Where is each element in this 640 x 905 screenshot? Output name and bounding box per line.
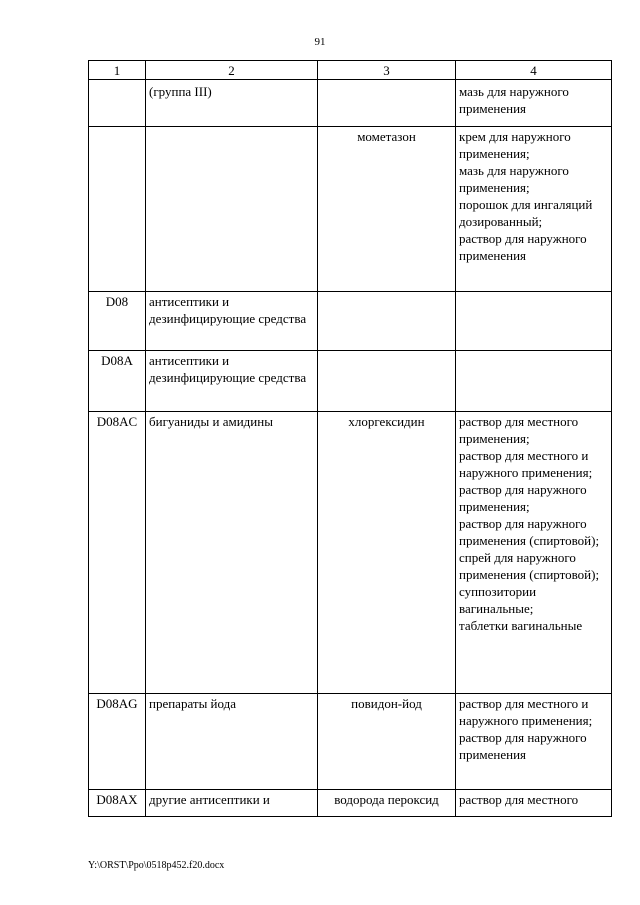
dosage-forms-cell (456, 292, 612, 351)
drug-name-cell: повидон-йод (318, 694, 456, 790)
atc-code-cell: D08 (89, 292, 146, 351)
dosage-form-item: раствор для наружного применения (спиртовой); (459, 516, 600, 548)
table-row (89, 292, 612, 351)
table-row (89, 80, 612, 127)
dosage-form-item: раствор для местного и наружного применения; (459, 696, 593, 728)
dosage-form-item: раствор для местного (459, 792, 579, 807)
dosage-form-item: раствор для местного и наружного применения; (459, 448, 593, 480)
dosage-form-item: порошок для ингаляций дозированный; (459, 197, 593, 229)
atc-code-cell: D08AX (89, 790, 146, 817)
atc-code-cell: D08AG (89, 694, 146, 790)
group-name-cell: (группа III) (146, 80, 318, 127)
drug-name-cell: мометазон (318, 127, 456, 292)
group-name-cell: другие антисептики и (146, 790, 318, 817)
dosage-forms-cell (456, 790, 612, 817)
column-header-1: 1 (89, 61, 146, 80)
group-name-cell (146, 127, 318, 292)
dosage-forms-cell (456, 80, 612, 127)
atc-code-cell (89, 80, 146, 127)
dosage-form-item: раствор для местного применения; (459, 414, 579, 446)
drug-name-cell (318, 80, 456, 127)
dosage-form-item: раствор для наружного применения (459, 231, 587, 263)
group-name-cell: антисептики и дезинфицирующие средства (146, 292, 318, 351)
drug-name-cell: водорода пероксид (318, 790, 456, 817)
table-header-row (89, 61, 612, 80)
dosage-forms-cell (456, 412, 612, 694)
drug-name-cell (318, 292, 456, 351)
column-header-4: 4 (456, 61, 612, 80)
dosage-form-item: мазь для наружного применения (459, 84, 569, 116)
dosage-forms-cell (456, 351, 612, 412)
dosage-form-item: суппозитории вагинальные; (459, 584, 537, 616)
table-row (89, 412, 612, 694)
group-name-cell: антисептики и дезинфицирующие средства (146, 351, 318, 412)
dosage-forms-cell (456, 127, 612, 292)
file-path-footer: Y:\ORST\Ppo\0518p452.f20.docx (88, 860, 225, 871)
group-name-cell: препараты йода (146, 694, 318, 790)
dosage-form-item: крем для наружного применения; (459, 129, 571, 161)
dosage-form-item: раствор для наружного применения; (459, 482, 587, 514)
table-row (89, 351, 612, 412)
dosage-form-item: мазь для наружного применения; (459, 163, 569, 195)
drug-name-cell (318, 351, 456, 412)
table-row (89, 127, 612, 292)
table-row (89, 790, 612, 817)
drug-registry-table (88, 60, 612, 817)
atc-code-cell: D08A (89, 351, 146, 412)
dosage-form-item: раствор для наружного применения (459, 730, 587, 762)
dosage-form-item: спрей для наружного применения (спиртовой); (459, 550, 600, 582)
page-number: 91 (314, 36, 326, 48)
atc-code-cell (89, 127, 146, 292)
column-header-3: 3 (318, 61, 456, 80)
table-row (89, 694, 612, 790)
column-header-2: 2 (146, 61, 318, 80)
drug-name-cell: хлоргексидин (318, 412, 456, 694)
group-name-cell: бигуаниды и амидины (146, 412, 318, 694)
atc-code-cell: D08AC (89, 412, 146, 694)
dosage-forms-cell (456, 694, 612, 790)
dosage-form-item: таблетки вагинальные (459, 618, 583, 633)
